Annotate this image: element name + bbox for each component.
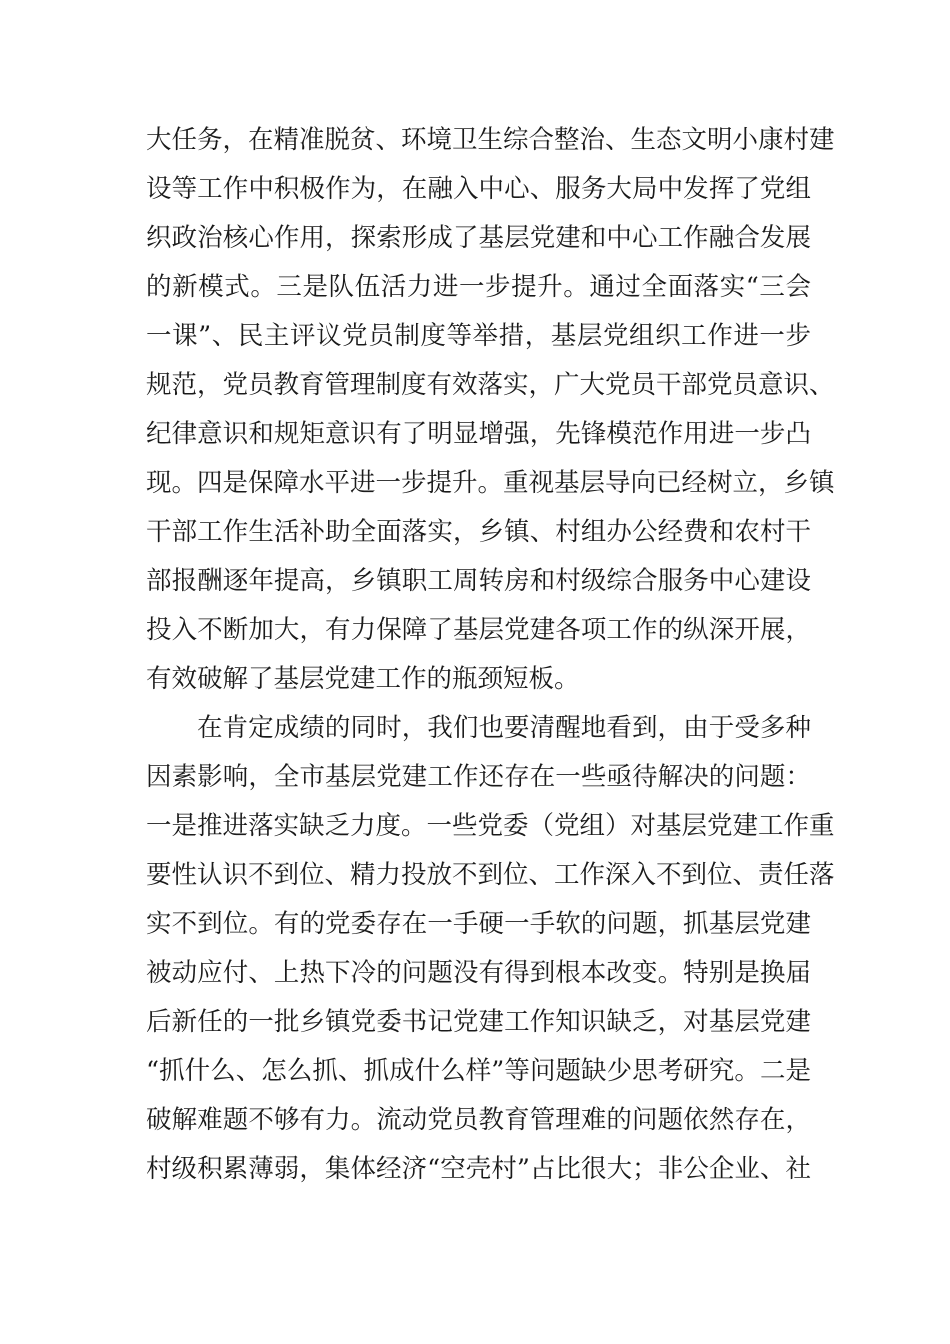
text-line: 一是推进落实缺乏力度。一些党委（党组）对基层党建工作重 — [146, 811, 835, 841]
text-line: 被动应付、上热下冷的问题没有得到根本改变。特别是换届 — [146, 958, 811, 988]
text-line: 大任务，在精准脱贫、环境卫生综合整治、生态文明小康村建 — [146, 125, 835, 155]
body-text — [146, 116, 835, 1194]
text-line: 一课”、民主评议党员制度等举措，基层党组织工作进一步 — [146, 321, 811, 351]
text-line: 要性认识不到位、精力投放不到位、工作深入不到位、责任落 — [146, 860, 835, 890]
text-line: 部报酬逐年提高，乡镇职工周转房和村级综合服务中心建设 — [146, 566, 811, 596]
text-line: 实不到位。有的党委存在一手硬一手软的问题，抓基层党建 — [146, 909, 811, 939]
text-line: “抓什么、怎么抓、抓成什么样”等问题缺少思考研究。二是 — [146, 1056, 811, 1086]
text-line: 规范，党员教育管理制度有效落实，广大党员干部党员意识、 — [146, 370, 835, 400]
text-line: 因素影响，全市基层党建工作还存在一些亟待解决的问题： — [146, 762, 811, 792]
text-line: 有效破解了基层党建工作的瓶颈短板。 — [146, 664, 580, 694]
text-line: 现。四是保障水平进一步提升。重视基层导向已经树立，乡镇 — [146, 468, 835, 498]
text-line: 后新任的一批乡镇党委书记党建工作知识缺乏，对基层党建 — [146, 1007, 811, 1037]
text-line: 在肯定成绩的同时，我们也要清醒地看到，由于受多种 — [197, 713, 811, 743]
text-line: 破解难题不够有力。流动党员教育管理难的问题依然存在， — [146, 1105, 811, 1135]
text-line: 织政治核心作用，探索形成了基层党建和中心工作融合发展 — [146, 223, 811, 253]
text-line: 村级积累薄弱，集体经济“空壳村”占比很大；非公企业、社 — [146, 1154, 811, 1184]
text-line: 的新模式。三是队伍活力进一步提升。通过全面落实“三会 — [146, 272, 811, 302]
text-line: 设等工作中积极作为，在融入中心、服务大局中发挥了党组 — [146, 174, 811, 204]
text-line: 纪律意识和规矩意识有了明显增强，先锋模范作用进一步凸 — [146, 419, 811, 449]
text-line: 投入不断加大，有力保障了基层党建各项工作的纵深开展， — [146, 615, 811, 645]
text-line: 干部工作生活补助全面落实，乡镇、村组办公经费和农村干 — [146, 517, 811, 547]
